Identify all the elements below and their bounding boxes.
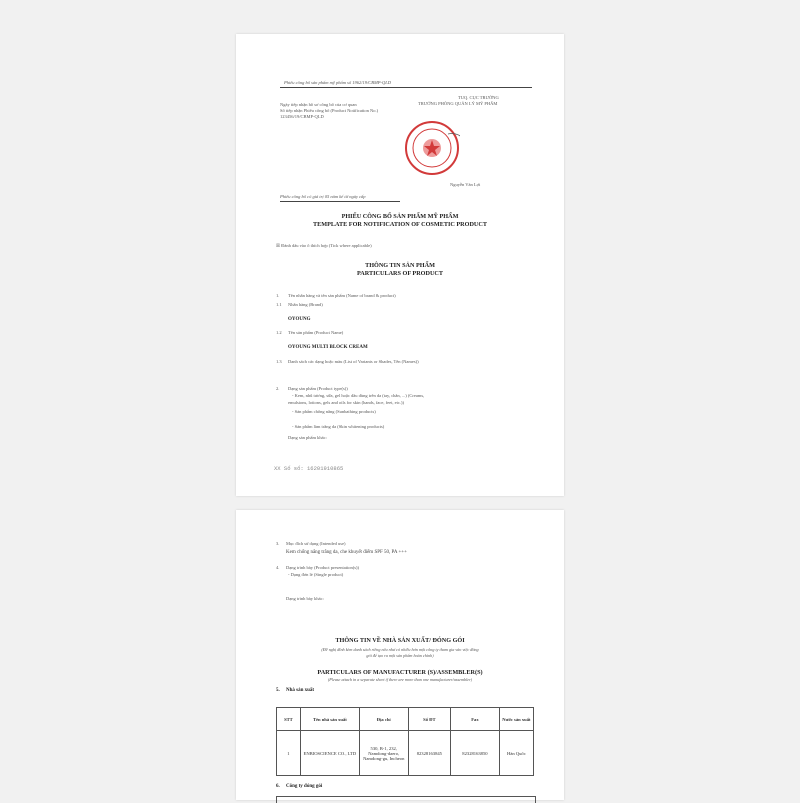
header-line: Phiếu công bố sản phẩm mỹ phẩm số 1962/19/CBMP-QLD [284, 80, 391, 85]
receipt-left-1: Ngày tiếp nhận hồ sơ công bố của cơ quan [280, 102, 357, 107]
cell-name: ENBIOSCIENCE CO., LTD [300, 731, 359, 776]
item2-line2: emulsions, lotions, gels and oils for skin (hands, face, feet, etc.)) [288, 400, 404, 405]
item3-label: Mục đích sử dụng (Intended use) [286, 541, 346, 546]
item4-value: - Dạng đơn lẻ (Single product) [288, 572, 344, 577]
item2-line1: - Kem, nhũ tương, sữa, gel hoặc dầu dùng trên da (tay, chân, ...) (Creams, [292, 393, 425, 398]
cell-phone: 82328163845 [408, 731, 450, 776]
item5-num: 5. [276, 688, 280, 693]
receipt-left-2: Số tiếp nhận Phiếu công bố (Product Notification No.) [280, 108, 379, 113]
manufacturer-table [276, 707, 534, 776]
product-value: OYOUNG MULTI BLOCK CREAM [288, 345, 368, 350]
signer-name: Nguyễn Văn Lợi [450, 182, 481, 187]
official-seal-icon [404, 120, 460, 176]
item12-num: 1.2 [276, 330, 282, 335]
manufacturer-note-en: (Please attach in a separate sheet if there are more than one manufacturer/assembler) [327, 677, 473, 682]
col-header-fax: Fax [451, 708, 500, 731]
col-header-name: Tên nhà sản xuất [300, 708, 359, 731]
cell-country: Hàn Quốc [499, 731, 533, 776]
item3-value: Kem chống nắng trắng da, che khuyết điểm SPF 50, PA +++ [286, 550, 407, 555]
item1-label: Tên nhãn hàng và tên sản phẩm (Name of brand & product) [288, 293, 396, 298]
manufacturer-note-2: gói để tạo ra một sản phẩm hoàn chỉnh) [366, 653, 434, 658]
manufacturer-title-en: PARTICULARS OF MANUFACTURER (S)/ASSEMBLER(S) [317, 669, 483, 676]
section-title-en: PARTICULARS OF PRODUCT [356, 270, 444, 277]
right-title-2: TRƯỞNG PHÒNG QUẢN LÝ MỸ PHẨM [418, 101, 498, 106]
item6-num: 6. [276, 784, 280, 789]
item3-num: 3. [276, 541, 280, 546]
item2-line4: - Sản phẩm làm trắng da (Skin whitening products) [292, 424, 385, 429]
main-title-en: TEMPLATE FOR NOTIFICATION OF COSMETIC PRODUCT [312, 221, 487, 228]
manufacturer-title-vi: THÔNG TIN VỀ NHÀ SẢN XUẤT/ ĐÓNG GÓI [335, 637, 465, 644]
cell-fax: 82328163850 [451, 731, 500, 776]
item5-label: Nhà sản xuất [286, 688, 315, 693]
brand-value: OYOUNG [288, 317, 311, 322]
item2-label: Dạng sản phẩm (Product type(s)) [288, 386, 348, 391]
item11-label: Nhãn hàng (Brand) [288, 302, 323, 307]
item13-label: Danh sách các dạng hoặc màu (List of Variants or Shades, Tên (Names)) [288, 359, 419, 364]
section-title-vi: THÔNG TIN SẢN PHẨM [365, 262, 435, 269]
item4-num: 4. [276, 565, 280, 570]
item12-label: Tên sản phẩm (Product Name) [288, 330, 344, 335]
item13-num: 1.3 [276, 359, 282, 364]
cell-stt: 1 [277, 731, 301, 776]
receipt-left-3: 123456/19/CBMP-QLD [280, 114, 324, 119]
col-header-phone: Số ĐT [408, 708, 450, 731]
item2-other: Dạng sản phẩm khác: [288, 435, 327, 440]
col-header-country: Nước sản xuất [499, 708, 533, 731]
item2-num: 2. [276, 386, 280, 391]
footnote-divider [280, 201, 400, 202]
item6-label: Công ty đóng gói [286, 784, 323, 789]
manufacturer-note-1: (Đề nghị đính kèm danh sách riêng nếu như có nhiều hơn một công ty tham gia vào việc đóng [321, 647, 479, 652]
table-row [277, 731, 534, 776]
item2-line3: - Sản phẩm chống nắng (Sunbathing products) [292, 409, 376, 414]
item11-num: 1.1 [276, 302, 282, 307]
document-page-1 [236, 34, 564, 496]
document-page-2 [236, 510, 564, 800]
right-title-1: TUQ. CỤC TRƯỞNG [458, 95, 499, 100]
item4-other: Dạng trình bày khác: [286, 596, 324, 601]
item4-label: Dạng trình bày (Product presentation(s)) [286, 565, 359, 570]
stamp-code: XX Số số: 16201910865 [274, 465, 344, 472]
col-header-stt: STT [277, 708, 301, 731]
item1-num: 1. [276, 293, 280, 298]
cell-address: 530, B-1, 232, Namdong-daero, Namdong-gu, Incheon [359, 731, 408, 776]
checkbox-note: ☒ Đánh dấu vào ô thích hợp (Tick where applicable) [276, 243, 372, 248]
col-header-address: Địa chỉ [359, 708, 408, 731]
header-divider [280, 87, 532, 88]
main-title-vi: PHIẾU CÔNG BỐ SẢN PHẨM MỸ PHẨM [341, 213, 459, 220]
validity-footnote: Phiếu công bố có giá trị 05 năm kể từ ngày cấp [280, 194, 366, 199]
table-header-row [277, 708, 534, 731]
